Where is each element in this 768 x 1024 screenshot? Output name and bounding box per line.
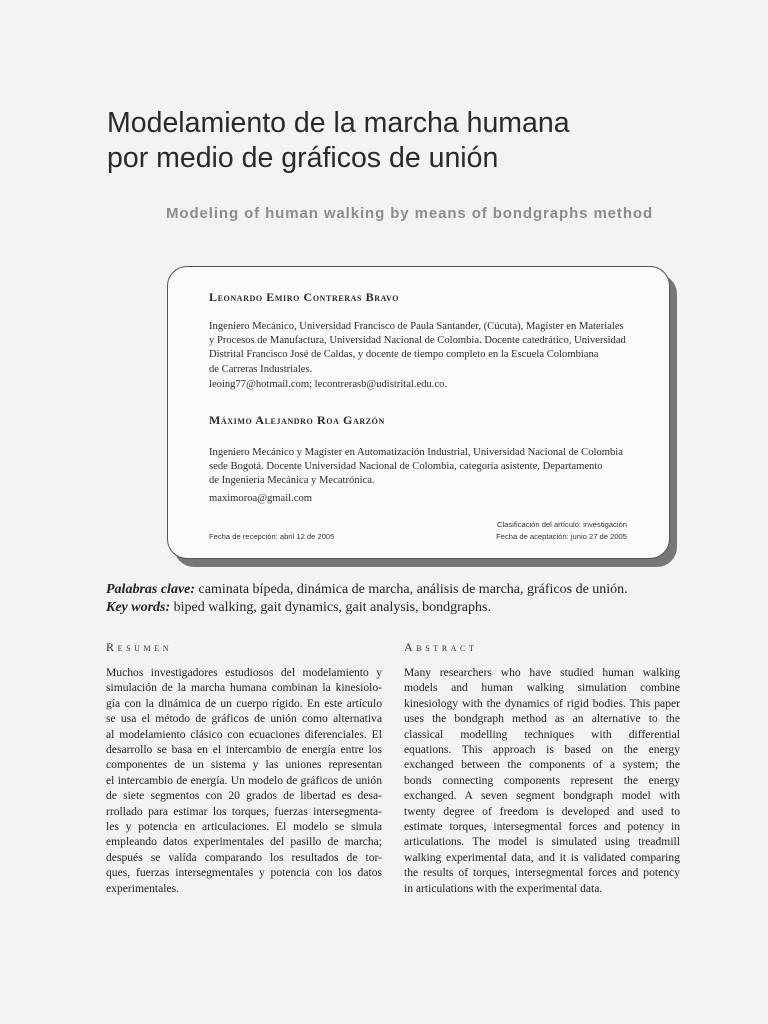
title-line-2: por medio de gráficos de unión	[107, 142, 499, 174]
affiliation-line: de Ingeniería Mecánica y Mecatrónica.	[209, 475, 375, 487]
affiliation-line: y Procesos de Manufactura, Universidad Nacional de Colombia. Docente catedrático, Universidad	[209, 335, 626, 347]
resumen-heading: Resumen	[106, 640, 173, 654]
body-line: models and human walking simulation combine	[404, 681, 680, 695]
author-1-name: Leonardo Emiro Contreras Bravo	[209, 290, 400, 304]
body-line: twenty degree of freedom is developed and used to	[404, 804, 680, 818]
body-line: classical modelling techniques with differential	[404, 727, 680, 741]
body-line: de siete segmentos con 20 grados de libertad es desa-	[106, 789, 382, 803]
body-line: componentes de un sistema y las uniones representan	[106, 758, 382, 772]
body-line: desarrollo se basa en el intercambio de energía entre los	[106, 743, 382, 757]
body-line: exchanged. A seven segment bondgraph model with	[404, 789, 680, 803]
affiliation-line: Ingeniero Mecánico, Universidad Francisco de Paula Santander, (Cúcuta), Magíster en Materiales	[209, 321, 624, 332]
body-line: walking experimental data, and it is validated comparing	[404, 850, 680, 864]
english-subtitle: Modeling of human walking by means of bondgraphs method	[166, 205, 654, 222]
author-1-email: leoing77@hotmail.com; lecontrerasb@udistrital.edu.co.	[209, 379, 448, 390]
body-line: estimate torques, intersegmental forces and potency in	[404, 820, 680, 834]
affiliation-line: Ingeniero Mecánico y Magíster en Automatización Industrial, Universidad Nacional de Colombia	[209, 447, 623, 458]
body-line: al modelamiento clásico con ecuaciones diferenciales. El	[106, 727, 382, 741]
body-line: se usa el método de gráficos de unión como alternativa	[106, 712, 382, 726]
body-line: empleando datos experimentales del pasillo de marcha;	[106, 835, 382, 849]
keywords-spanish	[106, 581, 628, 599]
body-line: gía con la dinámica de un cuerpo rígido. En este artículo	[106, 696, 382, 710]
article-title	[107, 106, 727, 176]
body-line: después se valída comparando los resultados de tor-	[106, 850, 382, 864]
abstract-body	[404, 665, 680, 896]
body-line: kinesiology with the dynamics of rigid bodies. This paper	[404, 696, 680, 710]
body-line: exchanged between the components of a system; the	[404, 758, 680, 772]
affiliation-line: Distrital Francisco José de Caldas, y docente de tiempo completo en la Escuela Colombiana	[209, 349, 599, 361]
body-line: in articulations with the experimental data.	[404, 881, 603, 895]
body-line: the results of torques, intersegmental forces and potency	[404, 866, 680, 880]
body-line: bonds connecting components represent the energy	[404, 773, 680, 787]
author-2-email: maximoroa@gmail.com	[209, 493, 313, 504]
body-line: rrollado para estimar los torques, fuerzas intersegmenta-	[106, 804, 382, 818]
body-line: experimentales.	[106, 881, 180, 895]
author-2-name: Máximo Alejandro Roa Garzón	[209, 413, 385, 427]
body-line: equations. This approach is based on the energy	[404, 743, 680, 757]
body-line: ques, fuerzas intersegmentales y potencia con los datos	[106, 866, 382, 880]
body-line: uses the bondgraph method as an alternative to the	[404, 712, 680, 726]
keywords-english	[106, 599, 491, 617]
body-line: Muchos investigadores estudiosos del modelamiento y	[106, 666, 382, 679]
title-line-1: Modelamiento de la marcha humana	[107, 107, 570, 139]
keywords-label: Key words:	[106, 600, 171, 615]
affiliation-line: sede Bogotá. Docente Universidad Nacional de Colombia, categoría asistente, Departamento	[209, 461, 603, 473]
resumen-body	[106, 665, 382, 896]
abstract-heading: Abstract	[404, 640, 478, 654]
body-line: les y potencia en articulaciones. El modelo se simula	[106, 820, 382, 834]
body-line: articulations. The model is simulated using treadmill	[404, 835, 680, 849]
author-1-affiliation	[209, 320, 654, 377]
article-classification: Clasificación del artículo: investigación	[496, 520, 627, 529]
body-line: el intercambio de energía. Un modelo de gráficos de unión	[106, 773, 382, 787]
body-line: Many researchers who have studied human walking	[404, 666, 680, 679]
keywords-text: biped walking, gait dynamics, gait analysis, bondgraphs.	[173, 600, 491, 615]
affiliation-line: de Carreras Industriales.	[209, 363, 313, 375]
received-date: Fecha de recepción: abril 12 de 2005	[209, 532, 335, 541]
keywords-text: caminata bípeda, dinámica de marcha, análisis de marcha, gráficos de unión.	[198, 582, 628, 597]
keywords-label: Palabras clave:	[106, 582, 196, 597]
accepted-date: Fecha de aceptación: junio 27 de 2005	[496, 532, 627, 541]
body-line: simulación de la marcha humana combinan la kinesiolo-	[106, 681, 382, 695]
author-2-affiliation	[209, 446, 654, 489]
